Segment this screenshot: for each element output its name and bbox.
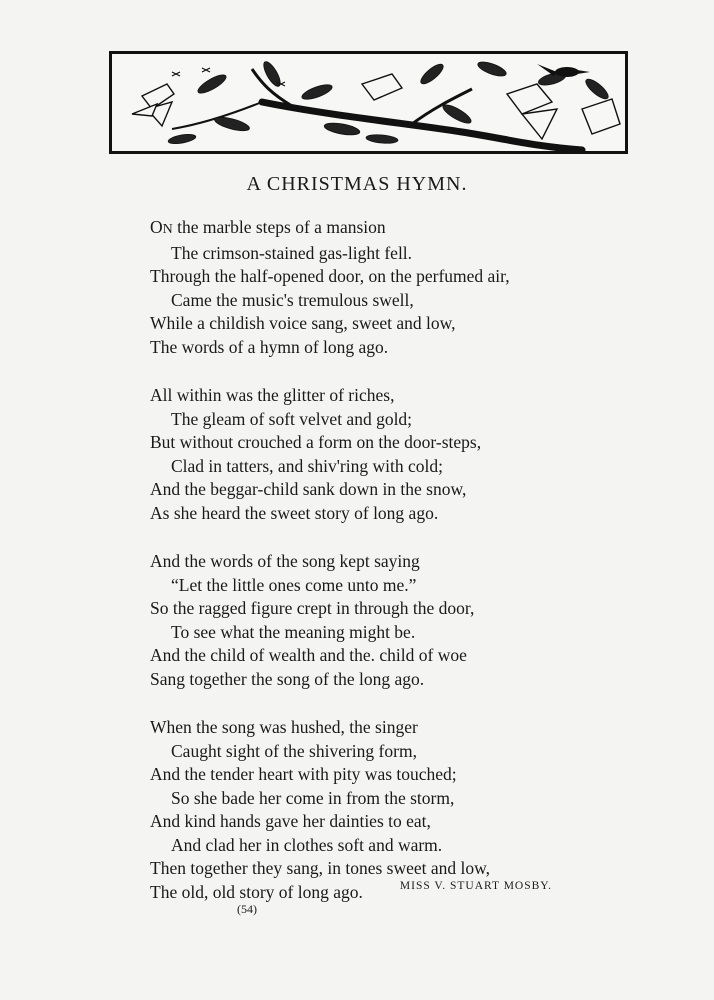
poem-line: And the words of the song kept saying <box>150 551 420 571</box>
poem-line: And the beggar-child sank down in the snow, <box>150 479 467 499</box>
poem-line: Sang together the song of the long ago. <box>150 668 425 689</box>
poem-line: So the ragged figure crept in through the door, <box>150 598 475 618</box>
stanza-1 <box>150 216 610 359</box>
poem-line: ON the marble steps of a mansion <box>150 217 386 237</box>
header-illustration <box>109 51 628 154</box>
page-number: (54) <box>237 902 257 916</box>
author-attribution: MISS V. STUART MOSBY. <box>399 880 552 892</box>
poem-line: And the child of wealth and the. child of woe <box>150 645 467 665</box>
poem-line: The gleam of soft velvet and gold; <box>171 408 413 429</box>
poem-title: A CHRISTMAS HYMN. <box>246 173 468 195</box>
poem-line: And kind hands gave her dainties to eat, <box>150 811 431 831</box>
poem-line: And the tender heart with pity was touched; <box>150 764 457 784</box>
poem-line: But without crouched a form on the door-steps, <box>150 432 482 452</box>
poem-line: While a childish voice sang, sweet and low, <box>150 313 456 333</box>
poem-line: Caught sight of the shivering form, <box>171 740 417 761</box>
poem-body <box>150 216 610 929</box>
poem-line: And clad her in clothes soft and warm. <box>171 834 443 855</box>
poem-line: The old, old story of long ago. <box>150 881 363 902</box>
stanza-3 <box>150 550 610 691</box>
floral-branch-with-hummingbird-icon <box>112 54 625 151</box>
stanza-2 <box>150 384 610 525</box>
poem-line: So she bade her come in from the storm, <box>171 787 455 808</box>
poem-line: All within was the glitter of riches, <box>150 385 395 405</box>
poem-line: To see what the meaning might be. <box>171 621 416 642</box>
poem-line: The crimson-stained gas-light fell. <box>171 242 413 263</box>
poem-line: As she heard the sweet story of long ago. <box>150 502 439 523</box>
poem-line: Came the music's tremulous swell, <box>171 289 414 310</box>
poem-line: Clad in tatters, and shiv'ring with cold; <box>171 455 443 476</box>
poem-line: When the song was hushed, the singer <box>150 717 418 737</box>
stanza-4 <box>150 716 610 904</box>
poem-line: “Let the little ones come unto me.” <box>171 574 417 595</box>
poem-line: Then together they sang, in tones sweet and low, <box>150 858 491 878</box>
poem-line: Through the half-opened door, on the perfumed air, <box>150 266 510 286</box>
poem-line: The words of a hymn of long ago. <box>150 336 389 357</box>
